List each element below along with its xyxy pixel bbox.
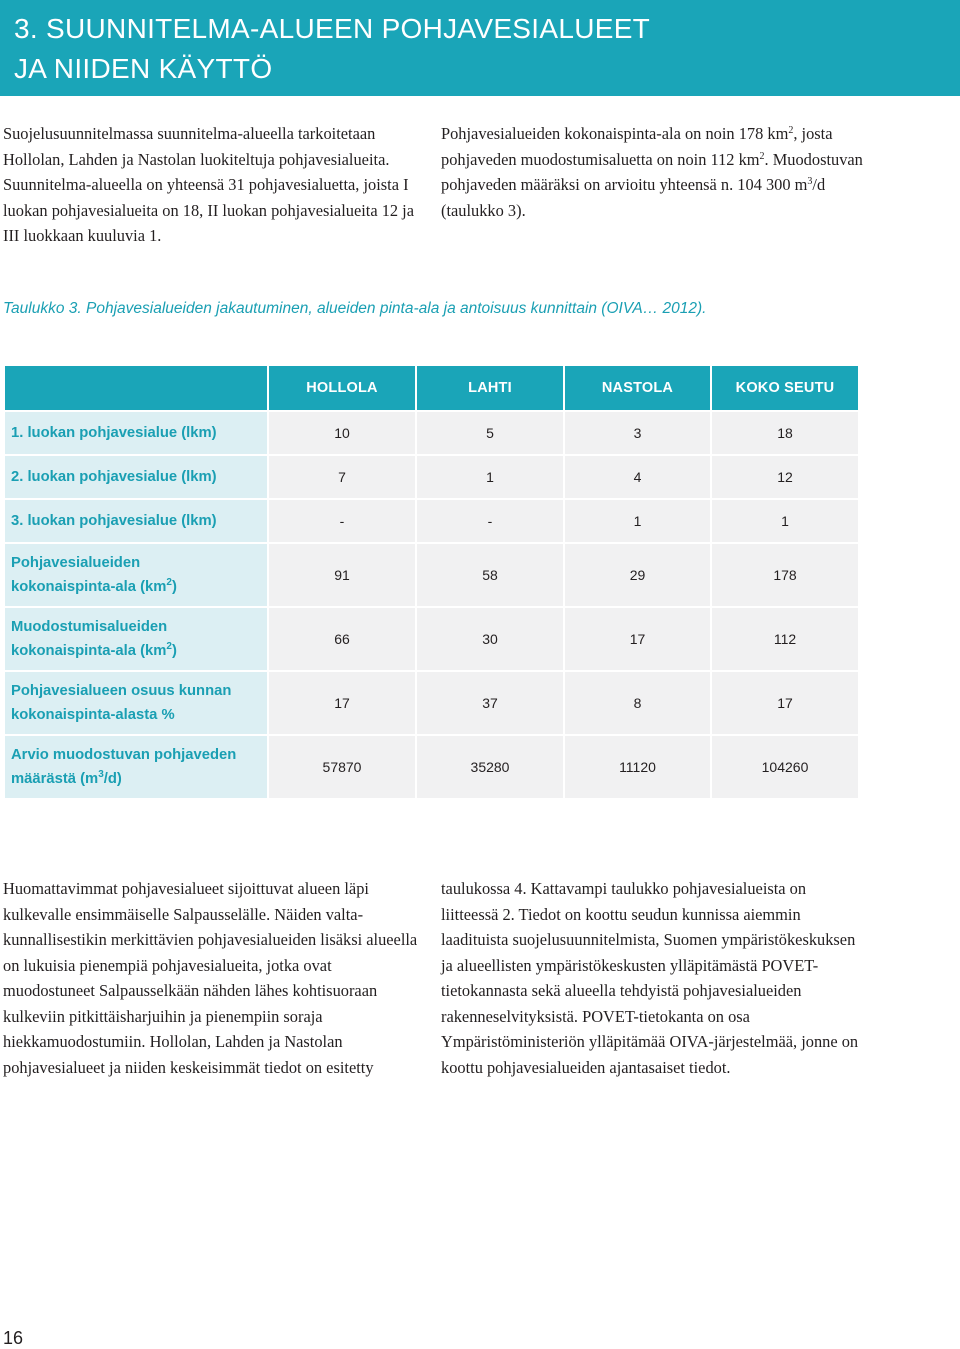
intro-left-column	[3, 121, 419, 249]
section-title-line1: 3. SUUNNITELMA-ALUEEN POHJAVESIALUEET	[14, 13, 651, 44]
table-cell: 1	[564, 499, 711, 543]
superscript: 2	[759, 150, 765, 162]
table-cell: 17	[268, 671, 416, 735]
table-cell: 18	[711, 411, 859, 455]
table-cell: 12	[711, 455, 859, 499]
table-row	[4, 455, 859, 499]
table-cell: 112	[711, 607, 859, 671]
table-row	[4, 411, 859, 455]
table-cell: 1	[416, 455, 564, 499]
section-header	[0, 0, 960, 96]
table-cell: 4	[564, 455, 711, 499]
table-cell: 30	[416, 607, 564, 671]
intro-right-part3: . Muodostuvan pohjaveden määräksi on arvioitu yhteensä n. 104 300 m	[441, 149, 863, 194]
superscript: 2	[166, 577, 172, 588]
table-cell: 57870	[268, 735, 416, 799]
superscript: 3	[98, 769, 104, 780]
table-cell: 10	[268, 411, 416, 455]
row-label-line1: Pohjavesialueiden	[11, 555, 141, 571]
row-label-line2: kokonaispinta-ala (km	[11, 579, 167, 595]
table-cell: 8	[564, 671, 711, 735]
table-cell: 35280	[416, 735, 564, 799]
intro-right-part2: , josta pohjaveden muodostumisaluetta on noin 112 km	[441, 124, 833, 169]
section-title-line2: JA NIIDEN KÄYTTÖ	[14, 53, 273, 84]
row-label	[4, 671, 268, 735]
table-cell: 17	[564, 607, 711, 671]
table-cell: 1	[711, 499, 859, 543]
table-header-row	[4, 365, 859, 411]
intro-left-text: Suojelusuunnitelmassa suunnitelma-alueella tarkoitetaan Hollolan, Lahden ja Nastolan luokiteltuja pohjavesialueita. Suunnitelma-alueella on yhteensä 31 pohjavesialuetta, joista I luokan pohjavesialueita on 18, II luokan pohjavesialueita 12 ja III luokkaan kuuluvia 1.	[3, 124, 415, 245]
row-label-tail: )	[171, 643, 177, 659]
intro-right-part4: /d (taulukko 3).	[441, 175, 826, 220]
row-label-line2: kokonaispinta-alasta %	[11, 707, 175, 723]
groundwater-table	[3, 364, 860, 800]
table-cell: 17	[711, 671, 859, 735]
table-cell: 7	[268, 455, 416, 499]
table-cell: 58	[416, 543, 564, 607]
table-header-cell: NASTOLA	[564, 365, 711, 411]
intro-right-column	[441, 121, 865, 223]
row-label-line1: Arvio muodostuvan pohjaveden	[11, 747, 237, 763]
body-left-text: Huomattavimmat pohjavesialueet sijoittuvat alueen läpi kulkevalle ensimmäiselle Salpausselälle. Näiden valtakunnallisestikin merkittävien pohjavesialueiden lisäksi alueella on lukuisia pienempiä pohjavesialueita, jotka ovat muodostuneet Salpausselkään nähden lähes kohtisuoraan kulkeviin pitkittäisharjuihin ja pienempiin soraja hiekkamuodostumiin. Hollolan, Lahden ja Nastolan pohjavesialueet ja niiden keskeisimmät tiedot on esitetty	[3, 879, 418, 1077]
table-row	[4, 499, 859, 543]
row-label-line2: kokonaispinta-ala (km	[11, 643, 167, 659]
table-row	[4, 607, 859, 671]
table-cell: 37	[416, 671, 564, 735]
table-cell: -	[416, 499, 564, 543]
table-cell: 66	[268, 607, 416, 671]
body-right-text: taulukossa 4. Kattavampi taulukko pohjavesialueista on liitteessä 2. Tiedot on koottu seudun kunnissa aiemmin laadituista suojelusuunnitelmista, Suomen ympäristökeskuksen ja alueellisten ympäristökeskusten ylläpitämästä POVET-tietokannasta sekä alueella tehdyistä pohjavesialueiden rakenneselvityksistä. POVET-tietokanta on osa Ympäristöministeriön ylläpitämää OIVA-järjestelmää, jonne on koottu pohjavesialueiden ajantasaiset tiedot.	[441, 879, 859, 1077]
table-cell: 104260	[711, 735, 859, 799]
table-header-cell: LAHTI	[416, 365, 564, 411]
superscript: 3	[807, 176, 813, 187]
intro-right-part1: Pohjavesialueiden kokonaispinta-ala on noin 178 km	[441, 124, 789, 143]
row-label-tail: )	[171, 579, 177, 595]
table-cell: 178	[711, 543, 859, 607]
body-left-column	[3, 876, 421, 1080]
superscript: 2	[166, 641, 172, 652]
table-row	[4, 543, 859, 607]
table-header-cell: HOLLOLA	[268, 365, 416, 411]
row-label: 2. luokan pohjavesialue (lkm)	[4, 455, 268, 499]
page-number: 16	[3, 1328, 24, 1348]
table-header-cell	[4, 365, 268, 411]
table-cell: -	[268, 499, 416, 543]
row-label	[4, 735, 268, 799]
table-caption: Taulukko 3. Pohjavesialueiden jakautuminen, alueiden pinta-ala ja antoisuus kunnittain (OIVA… 2012).	[3, 300, 707, 317]
row-label: 3. luokan pohjavesialue (lkm)	[4, 499, 268, 543]
table-row	[4, 671, 859, 735]
row-label: 1. luokan pohjavesialue (lkm)	[4, 411, 268, 455]
row-label-line1: Pohjavesialueen osuus kunnan	[11, 683, 232, 699]
body-right-column	[441, 876, 861, 1080]
row-label	[4, 607, 268, 671]
row-label-line2: määrästä (m	[11, 771, 99, 787]
table-header-cell: KOKO SEUTU	[711, 365, 859, 411]
table-row	[4, 735, 859, 799]
section-title	[14, 9, 914, 89]
table-cell: 5	[416, 411, 564, 455]
table-cell: 11120	[564, 735, 711, 799]
row-label	[4, 543, 268, 607]
superscript: 2	[788, 125, 794, 136]
table-cell: 3	[564, 411, 711, 455]
table-cell: 29	[564, 543, 711, 607]
row-label-line1: Muodostumisalueiden	[11, 619, 168, 635]
table-cell: 91	[268, 543, 416, 607]
intro-right-text	[441, 121, 865, 223]
row-label-tail: /d)	[103, 771, 122, 787]
